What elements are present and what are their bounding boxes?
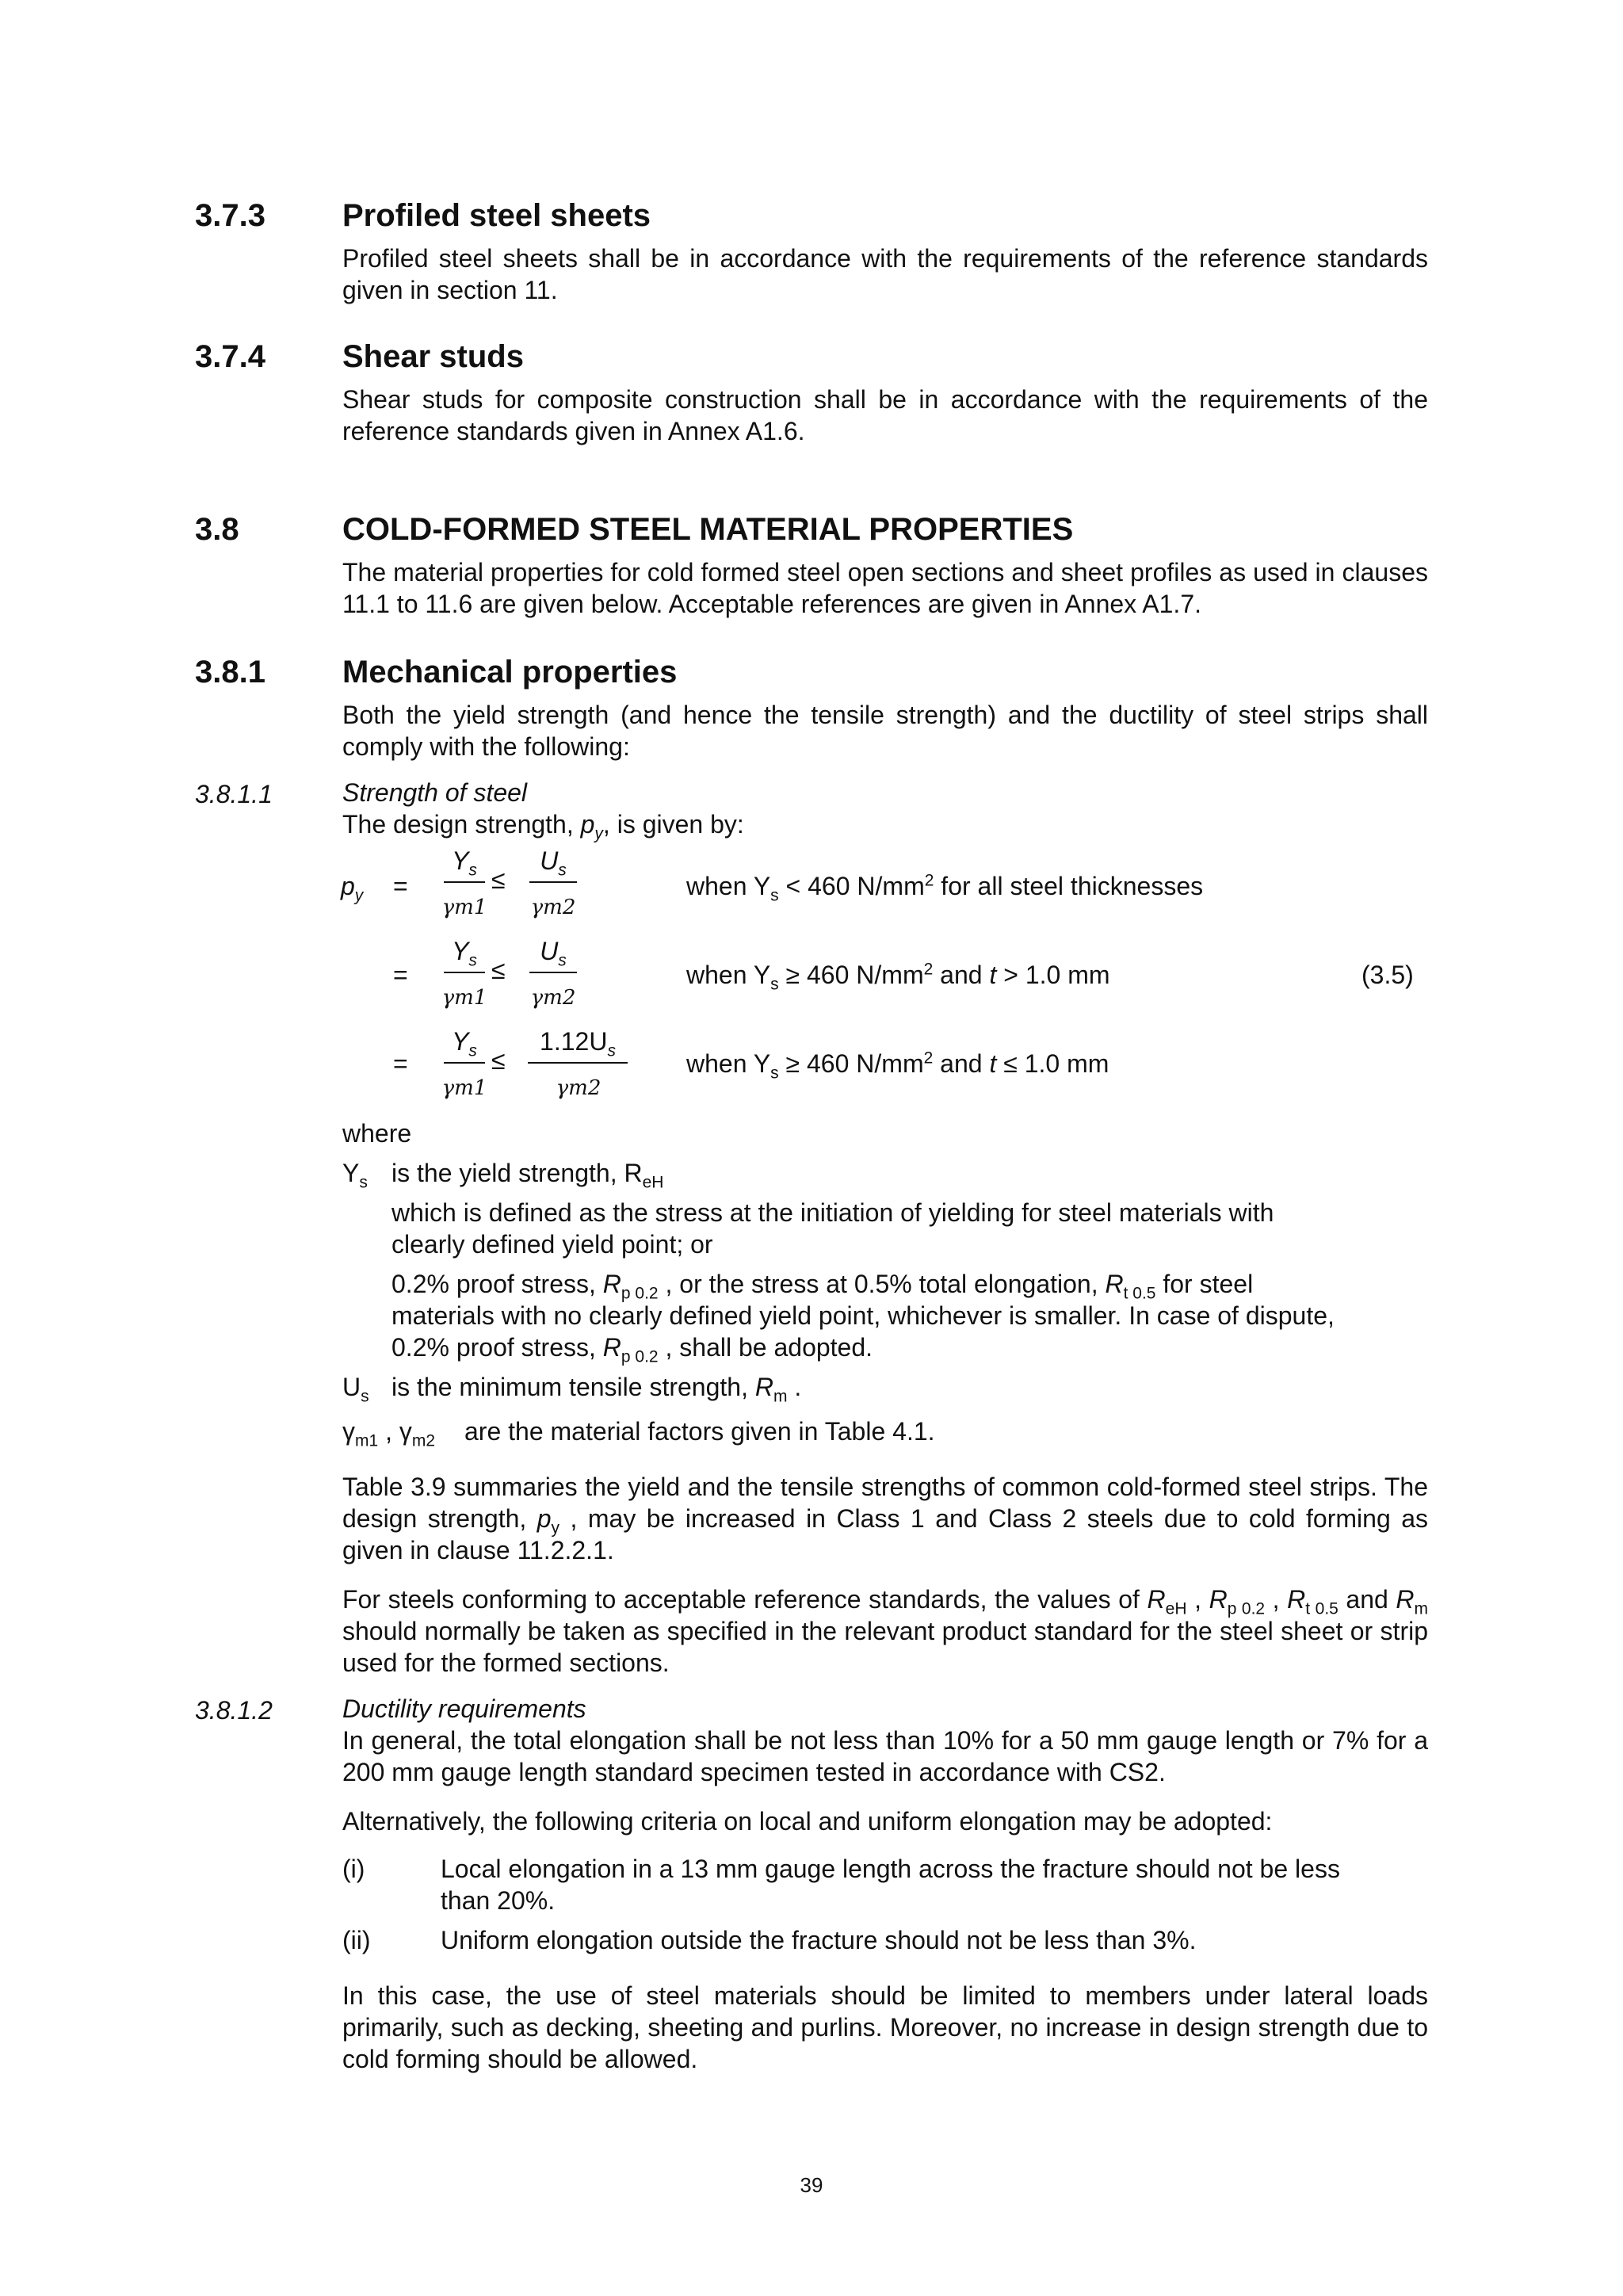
leq-sign: ≤ — [491, 865, 506, 894]
equation-equals-3: = — [393, 1049, 408, 1078]
leq-sign: ≤ — [491, 1046, 506, 1075]
equation-lhs: $p_y$ — [341, 872, 364, 905]
alternative-criteria: Alternatively, the following criteria on local and uniform elongation may be adopted: — [342, 1807, 1273, 1836]
section-body-3-8-1: Both the yield strength (and hence the tensile strength) and the ductility of steel strips shall comply with the following: — [342, 701, 1428, 761]
fraction-numerator-ys: $Y_s$ — [452, 937, 477, 970]
ys-definition-line-2: clearly defined yield point; or — [391, 1230, 713, 1259]
list-item-text-i-cont: than 20%. — [441, 1886, 556, 1915]
section-title-3-8: COLD-FORMED STEEL MATERIAL PROPERTIES — [342, 512, 1074, 547]
reference-standards-paragraph: For steels conforming to acceptable reference standards, the values of $R_{eH}$ , $R_{p 0.2}$ , $R_{t 0.5}$ and $R_m$ should normally be taken as specified in the relevant product standard for the steel sheet or strip used for the formed sections. — [342, 1585, 1429, 1677]
fraction-bar — [444, 881, 485, 883]
fraction-denominator-gm2: γm2 — [530, 896, 576, 919]
condition-3: when $Y_s \ge 460$ $N/mm^2$ and t ≤ 1.0 mm — [686, 1049, 1109, 1083]
ys-definition-line-1: which is defined as the stress at the initiation of yielding for steel materials with — [391, 1198, 1274, 1227]
gamma-definition: are the material factors given in Table 4.1. — [464, 1417, 935, 1446]
fraction-denominator-gm1: γm1 — [441, 896, 487, 919]
section-body-3-7-3: Profiled steel sheets shall be in accordance with the requirements of the reference standards given in section 11. — [342, 244, 1428, 304]
list-item-text-i: Local elongation in a 13 mm gauge length across the fracture should not be less — [441, 1855, 1340, 1883]
equation-equals-2: = — [393, 961, 408, 989]
gamma-symbols: $\gamma_{m1}$ , $\gamma_{m2}$ — [342, 1417, 436, 1450]
section-number-3-7-4: 3.7.4 — [195, 339, 265, 374]
section-title-3-7-3: Profiled steel sheets — [342, 198, 651, 233]
page-number: 39 — [800, 2173, 823, 2197]
fraction-numerator-ys: $Y_s$ — [452, 1027, 477, 1060]
fraction-bar — [528, 1062, 628, 1064]
section-body-3-8: The material properties for cold formed steel open sections and sheet profiles as used in clauses 11.1 to 11.6 are given below. Acceptable references are given in Annex A1.7. — [342, 558, 1428, 618]
final-paragraph: In this case, the use of steel materials should be limited to members under lateral loads primarily, such as decking, sheeting and purlins. Moreover, no increase in design strength due to cold forming should be allowed. — [342, 1981, 1428, 2073]
section-number-3-8-1: 3.8.1 — [195, 655, 265, 690]
fraction-bar — [444, 1062, 485, 1064]
list-item-label-i: (i) — [342, 1855, 365, 1883]
fraction-denominator-gm1: γm1 — [441, 986, 487, 1010]
section-body-3-7-4: Shear studs for composite construction shall be in accordance with the requirements of the reference standards given in Annex A1.6. — [342, 385, 1428, 445]
subsection-title-3-8-1-1: Strength of steel — [342, 778, 528, 807]
design-strength-intro: The design strength, $p_y$, is given by: — [342, 810, 744, 843]
table-3-9-paragraph: Table 3.9 summaries the yield and the tensile strengths of common cold-formed steel strips. The design strength, $p_y$ , may be increased in Class 1 and Class 2 steels due to cold forming as given in clause 11.2.2.1. — [342, 1473, 1429, 1564]
section-title-3-8-1: Mechanical properties — [342, 655, 678, 690]
us-definition: is the minimum tensile strength, $R_m$ . — [391, 1373, 802, 1406]
subsection-title-3-8-1-2: Ductility requirements — [342, 1694, 586, 1723]
equation-equals-1: = — [393, 872, 408, 900]
fraction-numerator-112us: $1.12U_s$ — [540, 1027, 616, 1060]
fraction-denominator-gm2: γm2 — [556, 1076, 601, 1100]
condition-1: when $Y_s < 460$ $N/mm^2$ for all steel thicknesses — [686, 871, 1204, 905]
fraction-denominator-gm2: γm2 — [530, 986, 576, 1010]
fraction-numerator-ys: $Y_s$ — [452, 846, 477, 880]
fraction-numerator-us: $U_s$ — [540, 846, 567, 880]
section-number-3-7-3: 3.7.3 — [195, 198, 265, 233]
list-item-label-ii: (ii) — [342, 1926, 371, 1954]
ys-definition: is the yield strength, $R_{eH}$ — [391, 1159, 664, 1192]
section-number-3-8: 3.8 — [195, 512, 239, 547]
ys-symbol: $Y_s$ — [342, 1159, 368, 1192]
equation-number: (3.5) — [1361, 961, 1414, 989]
fraction-denominator-gm1: γm1 — [441, 1076, 487, 1100]
ductility-body: In general, the total elongation shall be not less than 10% for a 50 mm gauge length or 7% for a 200 mm gauge length standard specimen tested in accordance with CS2. — [342, 1726, 1428, 1786]
proof-stress-line-1: 0.2% proof stress, $R_{p 0.2}$ , or the stress at 0.5% total elongation, $R_{t 0.5}$ for steel — [391, 1270, 1254, 1303]
list-item-text-ii: Uniform elongation outside the fracture should not be less than 3%. — [441, 1926, 1197, 1954]
proof-stress-line-2: materials with no clearly defined yield point, whichever is smaller. In case of dispute, — [391, 1301, 1335, 1330]
subsection-number-3-8-1-1: 3.8.1.1 — [195, 780, 273, 808]
where-label: where — [342, 1119, 412, 1148]
condition-2: when $Y_s \ge 460$ $N/mm^2$ and t > 1.0 mm — [686, 960, 1110, 994]
proof-stress-line-3: 0.2% proof stress, $R_{p 0.2}$ , shall be adopted. — [391, 1333, 873, 1366]
fraction-bar — [444, 972, 485, 973]
section-title-3-7-4: Shear studs — [342, 339, 524, 374]
subsection-number-3-8-1-2: 3.8.1.2 — [195, 1696, 273, 1725]
fraction-numerator-us: $U_s$ — [540, 937, 567, 970]
fraction-bar — [529, 881, 577, 883]
fraction-bar — [529, 972, 577, 973]
us-symbol: $U_s$ — [342, 1373, 369, 1406]
leq-sign: ≤ — [491, 956, 506, 984]
